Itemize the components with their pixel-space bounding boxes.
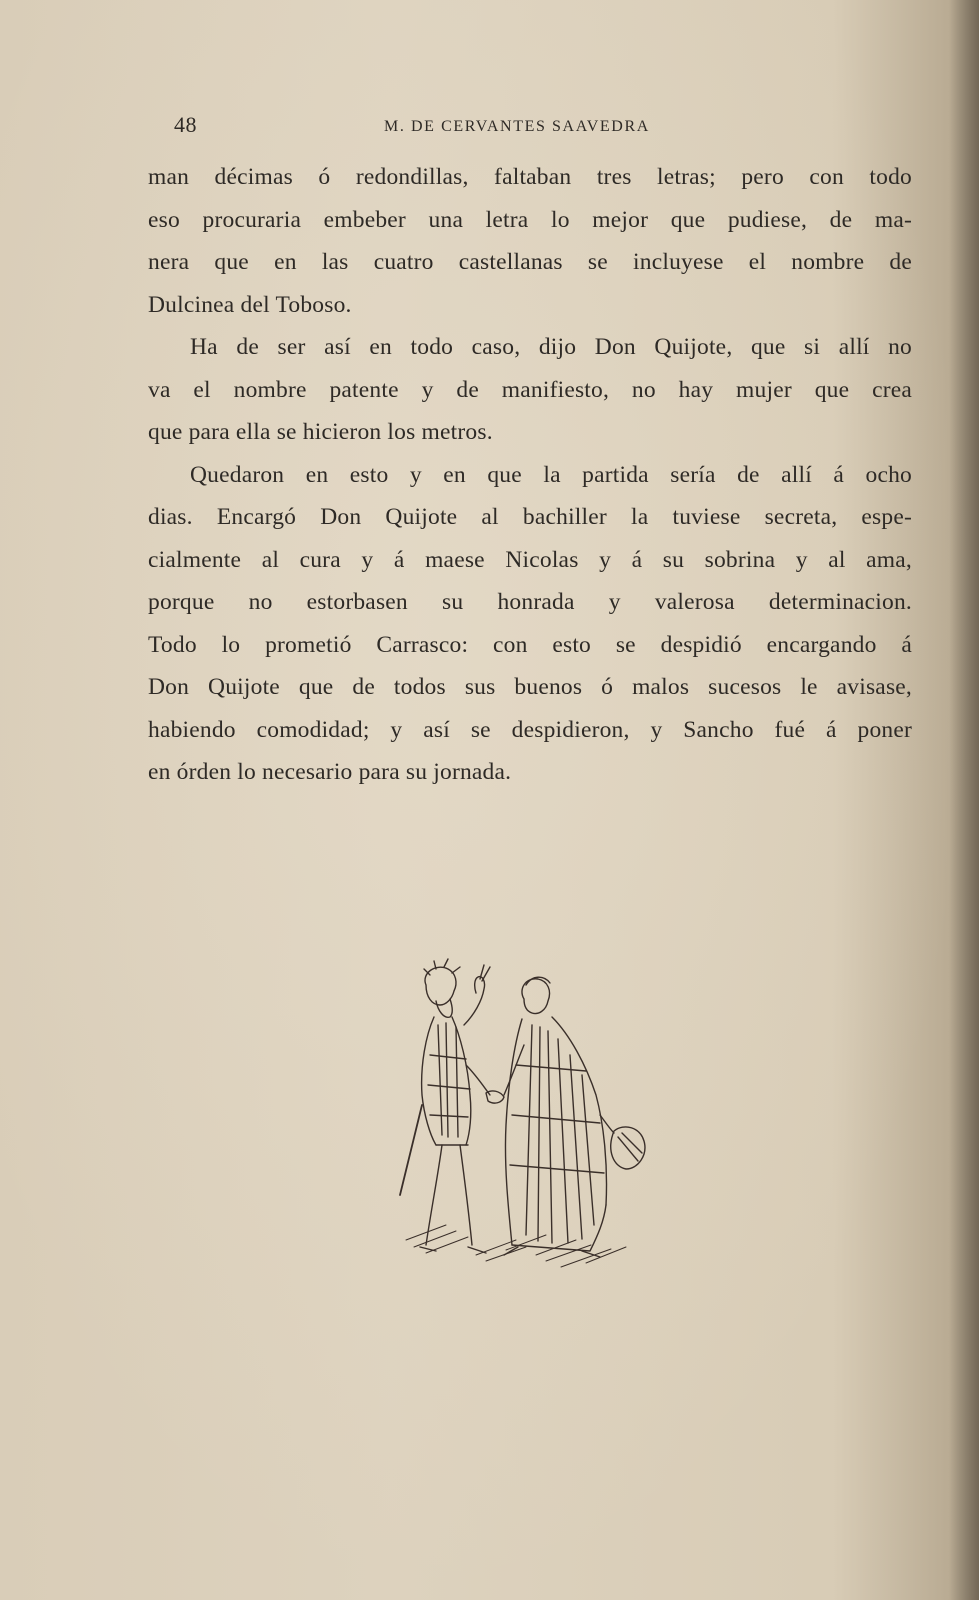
running-title: M. DE CERVANTES SAAVEDRA bbox=[384, 118, 650, 135]
text-line: dias. Encargó Don Quijote al bachiller la tuviese secreta, espe- bbox=[148, 504, 912, 530]
spine-shadow bbox=[949, 0, 979, 1600]
body-text bbox=[148, 156, 912, 794]
text-line: cialmente al cura y á maese Nicolas y á su sobrina y al ama, bbox=[148, 546, 912, 573]
don-quijote-figure bbox=[400, 959, 490, 1253]
text-line: porque no estorbasen su honrada y valerosa determinacion. bbox=[148, 589, 912, 615]
text-line: Ha de ser así en todo caso, dijo Don Quijote, que si allí no bbox=[190, 334, 912, 360]
text-line: Quedaron en esto y en que la partida sería de allí á ocho bbox=[190, 461, 912, 488]
running-head bbox=[174, 112, 874, 142]
text-line: Todo lo prometió Carrasco: con esto se despidió encargando á bbox=[148, 631, 912, 658]
text-line: en órden lo necesario para su jornada. bbox=[148, 759, 512, 785]
text-line: habiendo comodidad; y así se despidieron, y Sancho fué á poner bbox=[148, 716, 912, 743]
text-line: man décimas ó redondillas, faltaban tres letras; pero con todo bbox=[148, 164, 912, 190]
text-line: que para ella se hicieron los metros. bbox=[148, 419, 493, 445]
text-line: va el nombre patente y de manifiesto, no hay mujer que crea bbox=[148, 376, 912, 403]
bachiller-figure bbox=[504, 977, 645, 1257]
text-line: Dulcinea del Toboso. bbox=[148, 291, 352, 318]
text-line: eso procuraria embeber una letra lo mejor que pudiese, de ma- bbox=[148, 206, 912, 233]
page-number: 48 bbox=[174, 112, 197, 137]
engraving-illustration bbox=[386, 955, 658, 1275]
text-line: Don Quijote que de todos sus buenos ó malos sucesos le avisase, bbox=[148, 674, 912, 700]
text-line: nera que en las cuatro castellanas se incluyese el nombre de bbox=[148, 249, 912, 275]
